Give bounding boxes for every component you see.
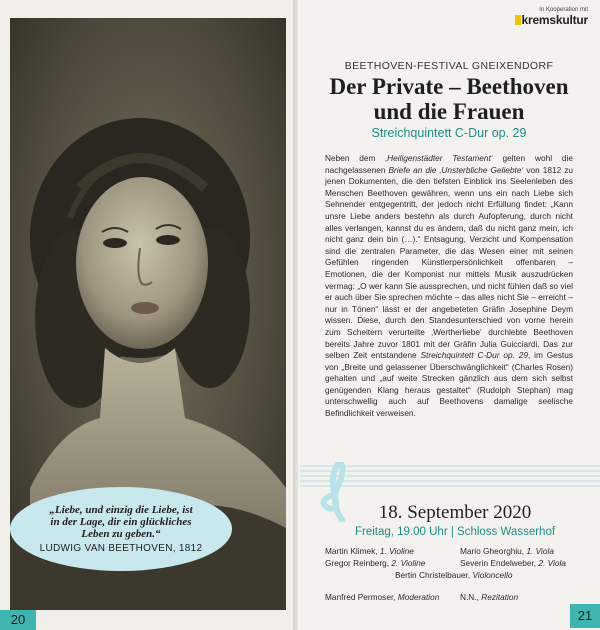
- body-part: Neben dem: [325, 153, 386, 163]
- cooperation-header: [515, 7, 589, 27]
- title-line-2: und die Frauen: [373, 99, 525, 124]
- performer-name: Gregor Reinberg,: [325, 558, 392, 568]
- body-part-italic: Streichquintett C-Dur op. 29: [420, 350, 528, 361]
- performer: [395, 570, 512, 581]
- page-number-left: 20: [0, 610, 36, 630]
- partner-logo-text: kremskultur: [521, 13, 588, 27]
- page-number-right: 21: [570, 604, 600, 628]
- performer-role: 1. Viola: [526, 546, 554, 556]
- performer-name: N.N.,: [460, 592, 482, 602]
- performer: [325, 546, 414, 557]
- performer-name: Severin Endelweber,: [460, 558, 539, 568]
- event-date: 18. September 2020: [378, 502, 532, 523]
- performer-name: Manfred Permoser,: [325, 592, 398, 602]
- performer-name: Bertin Christelbauer,: [395, 570, 473, 580]
- event-venue: Freitag, 19.00 Uhr | Schloss Wasserhof: [354, 526, 556, 538]
- performer-name: Mario Gheorghiu,: [460, 546, 527, 556]
- performer-role: Moderation: [397, 592, 440, 602]
- body-part-italic: ‚Heiligenstädter Testament‘: [385, 153, 493, 163]
- cooperation-label: In Kooperation mit: [539, 7, 588, 13]
- performer: [460, 592, 518, 603]
- title-line-1: Der Private – Beethoven: [329, 74, 569, 99]
- performer-name: Martin Klimek,: [325, 546, 380, 556]
- performer-role: 2. Violine: [391, 558, 426, 568]
- article-title: [298, 74, 600, 124]
- performer: [460, 558, 566, 569]
- performer-role: Violoncello: [472, 570, 513, 580]
- performer: [325, 592, 439, 603]
- body-part: gelten wohl die nachgelassenen: [325, 153, 573, 175]
- quote-text: „Liebe, und einzig die Liebe, ist in der Lage, dir ein glückliches Leben zu geben.“: [49, 504, 193, 540]
- quote-author: LUDWIG VAN BEETHOVEN, 1812: [39, 543, 203, 554]
- performer: [460, 546, 554, 557]
- left-page: [0, 0, 298, 630]
- logo-mark-icon: [515, 15, 521, 25]
- body-part: , im Gestus von „Breite und gelassener Überschwänglichkeit“ (Charles Rosen) gehalten und „auf weite Strecken gänzlich aus dem sich selbst genügenden Klang heraus gestaltet“ (Rudolph Stephan) mag unterschwellig auch auf Beethovens damalige seelische Befindlichkeit verweisen.: [325, 350, 574, 419]
- performer: [325, 558, 425, 569]
- body-part: von 1812 zu jenen Dokumenten, die den tiefsten Einblick ins Seelenleben des Menschen Beethoven gewähren, wenn uns ein nach Liebe sich Sehnender entgegentritt, der jedoch nicht Erfüllung findet: „Kann unsre Liebe anders bestehn als durch Aufopferung, durch nicht alles verlangen, kannst du es ändern, daß du nicht ganz mein, ich nicht ganz dein bin (…).“ Entsagung, Verzicht und Kompensation sind die zentralen Parameter, die das Wesen einer mit seinen Gefühlen ringenden Künstlerpersönlichkeit offenbaren – Emotionen, die der Komponist nur mittels Musik auszudrücken vermag: „O wer kann Sie aussprechen, und nicht fühlen daß so viel er auch über Sie sprechen möchte – das alles nicht Sie – erreicht – nur in Tönen“ lässt er der angebeteten Gräfin Josephine Deym wissen. Diese, durch den Standesunterschied von vorne herein zum Scheitern verurteilte ‚Wertherliebe‘ durchlebte Beethoven bereits Jahre zuvor 1801 mit der Gräfin Julia Guicciardi. Das zur selben Zeit entstandene: [325, 164, 573, 361]
- performer-role: 1. Violine: [379, 546, 414, 556]
- article-body: [325, 153, 573, 420]
- performer-role: Rezitation: [481, 592, 519, 602]
- article-kicker: BEETHOVEN-FESTIVAL GNEIXENDORF: [344, 60, 554, 72]
- body-part-italic: Briefe an die ‚Unsterbliche Geliebte‘: [388, 164, 524, 175]
- kremskultur-logo: [515, 13, 589, 27]
- quote-bubble: [10, 487, 232, 571]
- article-subtitle: Streichquintett C-Dur op. 29: [371, 126, 527, 140]
- performer-role: 2. Viola: [538, 558, 566, 568]
